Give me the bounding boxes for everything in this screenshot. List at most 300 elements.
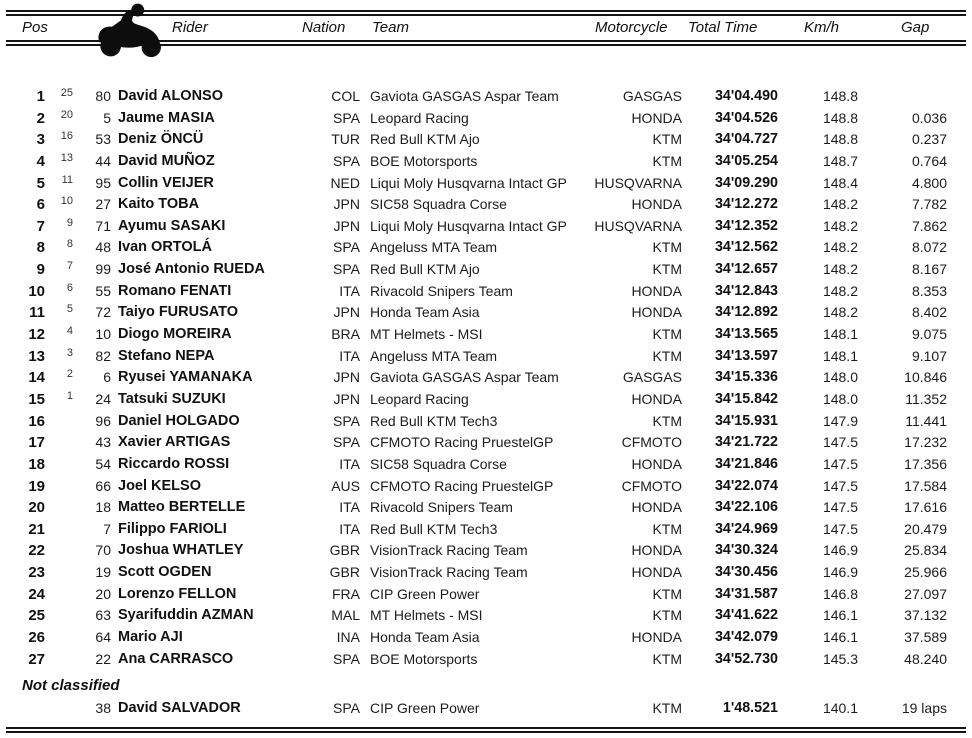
pos-cell: 3 bbox=[36, 131, 45, 149]
points-cell bbox=[45, 559, 73, 581]
not-classified-label: Not classified bbox=[22, 677, 120, 694]
motorcycle-cell: KTM bbox=[652, 585, 682, 602]
rider-name-cell: Romano FENATI bbox=[118, 282, 232, 299]
total-time-cell: 34'12.272 bbox=[714, 196, 778, 213]
rider-name-cell: Daniel HOLGADO bbox=[118, 412, 240, 429]
total-time-cell: 34'04.727 bbox=[714, 131, 778, 148]
points-cell: 6 bbox=[66, 281, 73, 294]
motorcycle-cell: CFMOTO bbox=[621, 477, 682, 494]
points-cell: 11 bbox=[61, 173, 73, 186]
bike-number-cell: 63 bbox=[95, 607, 111, 624]
table-row bbox=[0, 151, 947, 173]
pos-cell: 18 bbox=[28, 455, 45, 473]
table-row bbox=[0, 346, 947, 368]
pos-cell: 20 bbox=[28, 499, 45, 517]
rider-name-cell: Ivan ORTOLÁ bbox=[118, 239, 212, 256]
bike-number-cell: 64 bbox=[95, 629, 111, 646]
kmh-cell: 148.1 bbox=[822, 326, 858, 343]
total-time-cell: 34'22.106 bbox=[714, 499, 778, 516]
team-cell: Leopard Racing bbox=[370, 390, 469, 407]
kmh-cell: 148.0 bbox=[822, 369, 858, 386]
team-cell: VisionTrack Racing Team bbox=[370, 564, 528, 581]
team-cell: Red Bull KTM Tech3 bbox=[370, 412, 498, 429]
gap-cell: 0.237 bbox=[911, 131, 947, 148]
bike-number-cell: 24 bbox=[95, 390, 111, 407]
motorcycle-cell: HONDA bbox=[631, 542, 682, 559]
table-row bbox=[0, 173, 947, 195]
nation-cell: COL bbox=[331, 88, 360, 104]
nation-cell: SPA bbox=[333, 412, 360, 429]
pos-cell: 11 bbox=[29, 304, 45, 322]
bike-number-cell: 48 bbox=[95, 239, 111, 256]
team-cell: CFMOTO Racing PruestelGP bbox=[370, 434, 554, 451]
points-cell bbox=[45, 646, 73, 668]
gap-cell: 17.584 bbox=[904, 477, 947, 494]
pos-cell: 27 bbox=[28, 650, 45, 668]
total-time-cell: 34'12.892 bbox=[714, 304, 778, 321]
team-cell: MT Helmets - MSI bbox=[370, 607, 483, 624]
column-header-rider: Rider bbox=[172, 19, 208, 36]
pos-cell: 23 bbox=[28, 564, 45, 582]
total-time-cell: 34'15.931 bbox=[714, 412, 778, 429]
gap-cell: 25.834 bbox=[904, 542, 947, 559]
rider-name-cell: Joel KELSO bbox=[118, 477, 201, 494]
gap-cell: 19 laps bbox=[901, 700, 947, 716]
pos-cell: 8 bbox=[36, 239, 45, 257]
kmh-cell: 147.5 bbox=[822, 455, 858, 472]
motorcycle-cell: KTM bbox=[652, 650, 682, 667]
rider-name-cell: Ana CARRASCO bbox=[118, 650, 234, 667]
table-row bbox=[0, 389, 947, 411]
kmh-cell: 140.1 bbox=[822, 700, 858, 716]
table-row bbox=[0, 129, 947, 151]
points-cell: 25 bbox=[60, 87, 73, 99]
bike-number-cell: 95 bbox=[95, 174, 111, 191]
motorcycle-cell: KTM bbox=[652, 131, 682, 148]
motorcycle-cell: KTM bbox=[652, 239, 682, 256]
points-cell: 20 bbox=[60, 108, 73, 121]
points-cell: 3 bbox=[66, 346, 73, 359]
kmh-cell: 147.5 bbox=[822, 499, 858, 516]
team-cell: Liqui Moly Husqvarna Intact GP bbox=[370, 174, 567, 191]
rider-name-cell: Deniz ÖNCÜ bbox=[118, 131, 204, 148]
nation-cell: SPA bbox=[333, 152, 360, 169]
rider-name-cell: Diogo MOREIRA bbox=[118, 326, 232, 343]
total-time-cell: 34'41.622 bbox=[714, 607, 778, 624]
points-cell: 13 bbox=[60, 151, 73, 164]
footer-rule-1 bbox=[6, 727, 966, 729]
points-cell bbox=[45, 581, 73, 603]
motorcycle-cell: CFMOTO bbox=[621, 434, 682, 451]
pos-cell bbox=[0, 698, 45, 720]
bike-number-cell: 44 bbox=[95, 152, 111, 169]
pos-cell: 15 bbox=[28, 390, 45, 408]
total-time-cell: 34'13.565 bbox=[714, 326, 778, 343]
gap-cell: 9.075 bbox=[911, 326, 947, 343]
motorcycle-cell: HONDA bbox=[631, 499, 682, 516]
nation-cell: ITA bbox=[339, 499, 360, 516]
table-row bbox=[0, 432, 947, 454]
table-row bbox=[0, 86, 947, 108]
pos-cell: 6 bbox=[36, 196, 45, 214]
kmh-cell: 146.9 bbox=[822, 564, 858, 581]
pos-cell: 21 bbox=[28, 520, 45, 538]
pos-cell: 25 bbox=[28, 607, 45, 625]
nation-cell: ITA bbox=[339, 455, 360, 472]
rider-name-cell: David ALONSO bbox=[118, 88, 224, 104]
nation-cell: JPN bbox=[333, 304, 360, 321]
motorcycle-rider-icon bbox=[90, 1, 170, 59]
bike-number-cell: 80 bbox=[95, 88, 111, 104]
total-time-cell: 34'04.526 bbox=[714, 109, 778, 126]
team-cell: VisionTrack Racing Team bbox=[370, 542, 528, 559]
rider-name-cell: Tatsuki SUZUKI bbox=[118, 390, 226, 407]
total-time-cell: 34'31.587 bbox=[714, 585, 778, 602]
team-cell: Leopard Racing bbox=[370, 109, 469, 126]
motorcycle-cell: KTM bbox=[652, 607, 682, 624]
team-cell: Red Bull KTM Tech3 bbox=[370, 520, 498, 537]
motorcycle-cell: HUSQVARNA bbox=[594, 174, 682, 191]
nation-cell: SPA bbox=[333, 239, 360, 256]
kmh-cell: 148.0 bbox=[822, 390, 858, 407]
pos-cell: 22 bbox=[28, 542, 45, 560]
gap-cell: 0.036 bbox=[911, 109, 947, 126]
nation-cell: SPA bbox=[333, 434, 360, 451]
team-cell: Red Bull KTM Ajo bbox=[370, 261, 480, 278]
team-cell: Rivacold Snipers Team bbox=[370, 499, 513, 516]
nation-cell: SPA bbox=[333, 700, 360, 716]
not-classified-rows bbox=[0, 698, 947, 720]
rider-name-cell: Riccardo ROSSI bbox=[118, 455, 230, 472]
pos-cell: 7 bbox=[36, 217, 45, 235]
motorcycle-cell: KTM bbox=[652, 152, 682, 169]
table-row bbox=[0, 367, 947, 389]
kmh-cell: 146.1 bbox=[822, 607, 858, 624]
points-cell bbox=[45, 516, 73, 538]
gap-cell: 7.782 bbox=[911, 196, 947, 213]
bike-number-cell: 18 bbox=[95, 499, 111, 516]
kmh-cell: 148.2 bbox=[822, 261, 858, 278]
bike-number-cell: 99 bbox=[95, 261, 111, 278]
gap-cell: 20.479 bbox=[904, 520, 947, 537]
kmh-cell: 148.8 bbox=[822, 109, 858, 126]
points-cell: 10 bbox=[60, 195, 73, 208]
bike-number-cell: 54 bbox=[95, 455, 111, 472]
rider-name-cell: Xavier ARTIGAS bbox=[118, 434, 231, 451]
team-cell: CIP Green Power bbox=[370, 585, 480, 602]
bike-number-cell: 38 bbox=[95, 700, 111, 716]
points-cell: 4 bbox=[66, 325, 73, 338]
pos-cell: 24 bbox=[28, 585, 45, 603]
column-header-pos: Pos bbox=[22, 19, 48, 36]
bike-number-cell: 10 bbox=[95, 326, 111, 343]
gap-cell: 8.072 bbox=[911, 239, 947, 256]
team-cell: SIC58 Squadra Corse bbox=[370, 455, 507, 472]
motorcycle-cell: KTM bbox=[652, 347, 682, 364]
gap-cell: 10.846 bbox=[904, 369, 947, 386]
motorcycle-cell: HONDA bbox=[631, 304, 682, 321]
total-time-cell: 34'22.074 bbox=[714, 477, 778, 494]
motorcycle-cell: HONDA bbox=[631, 629, 682, 646]
team-cell: CIP Green Power bbox=[370, 700, 480, 716]
table-row bbox=[0, 237, 947, 259]
table-row bbox=[0, 194, 947, 216]
table-row bbox=[0, 519, 947, 541]
nation-cell: JPN bbox=[333, 196, 360, 213]
rider-name-cell: José Antonio RUEDA bbox=[118, 261, 265, 278]
team-cell: Honda Team Asia bbox=[370, 304, 480, 321]
column-header-motorcycle: Motorcycle bbox=[595, 19, 668, 36]
pos-cell: 2 bbox=[36, 109, 45, 127]
motorcycle-cell: HONDA bbox=[631, 390, 682, 407]
bike-number-cell: 22 bbox=[95, 650, 111, 667]
points-cell bbox=[45, 695, 73, 717]
pos-cell: 1 bbox=[36, 88, 45, 105]
total-time-cell: 34'12.562 bbox=[714, 239, 778, 256]
kmh-cell: 148.2 bbox=[822, 196, 858, 213]
table-row bbox=[0, 497, 947, 519]
pos-cell: 13 bbox=[28, 347, 45, 365]
rider-name-cell: Jaume MASIA bbox=[118, 109, 215, 126]
bike-number-cell: 43 bbox=[95, 434, 111, 451]
points-cell bbox=[45, 473, 73, 495]
motorcycle-cell: HONDA bbox=[631, 455, 682, 472]
pos-cell: 12 bbox=[28, 326, 45, 344]
gap-cell: 37.589 bbox=[904, 629, 947, 646]
total-time-cell: 1'48.521 bbox=[722, 700, 778, 716]
kmh-cell: 148.1 bbox=[822, 347, 858, 364]
team-cell: Honda Team Asia bbox=[370, 629, 480, 646]
gap-cell: 25.966 bbox=[904, 564, 947, 581]
gap-cell: 17.232 bbox=[904, 434, 947, 451]
gap-cell: 17.616 bbox=[904, 499, 947, 516]
points-cell: 9 bbox=[66, 216, 73, 229]
bike-number-cell: 82 bbox=[95, 347, 111, 364]
team-cell: BOE Motorsports bbox=[370, 650, 478, 667]
rider-name-cell: Ryusei YAMANAKA bbox=[118, 369, 253, 386]
kmh-cell: 148.7 bbox=[822, 152, 858, 169]
team-cell: BOE Motorsports bbox=[370, 152, 478, 169]
motorcycle-cell: HONDA bbox=[631, 282, 682, 299]
gap-cell: 37.132 bbox=[904, 607, 947, 624]
points-cell bbox=[45, 494, 73, 516]
motorcycle-cell: KTM bbox=[652, 261, 682, 278]
column-header-nation: Nation bbox=[302, 19, 346, 36]
gap-cell: 11.352 bbox=[905, 390, 947, 407]
rider-name-cell: Kaito TOBA bbox=[118, 196, 200, 213]
gap-cell: 8.402 bbox=[911, 304, 947, 321]
gap-cell: 27.097 bbox=[904, 585, 947, 602]
table-row bbox=[0, 411, 947, 433]
bike-number-cell: 72 bbox=[95, 304, 111, 321]
team-cell: Rivacold Snipers Team bbox=[370, 282, 513, 299]
team-cell: Liqui Moly Husqvarna Intact GP bbox=[370, 217, 567, 234]
kmh-cell: 148.2 bbox=[822, 239, 858, 256]
pos-cell: 26 bbox=[28, 629, 45, 647]
points-cell: 7 bbox=[66, 260, 73, 273]
total-time-cell: 34'09.290 bbox=[714, 174, 778, 191]
motorcycle-cell: HONDA bbox=[631, 109, 682, 126]
total-time-cell: 34'05.254 bbox=[714, 152, 778, 169]
team-cell: CFMOTO Racing PruestelGP bbox=[370, 477, 554, 494]
kmh-cell: 147.9 bbox=[822, 412, 858, 429]
rider-name-cell: Taiyo FURUSATO bbox=[118, 304, 239, 321]
team-cell: Gaviota GASGAS Aspar Team bbox=[370, 369, 559, 386]
pos-cell: 14 bbox=[28, 369, 45, 387]
motorcycle-cell: HONDA bbox=[631, 196, 682, 213]
kmh-cell: 148.8 bbox=[822, 131, 858, 148]
table-row bbox=[0, 302, 947, 324]
kmh-cell: 148.2 bbox=[822, 304, 858, 321]
nation-cell: INA bbox=[336, 629, 360, 646]
team-cell: Angeluss MTA Team bbox=[370, 347, 498, 364]
points-cell: 16 bbox=[60, 130, 73, 143]
rider-name-cell: Collin VEIJER bbox=[118, 174, 214, 191]
nation-cell: TUR bbox=[331, 131, 360, 148]
total-time-cell: 34'42.079 bbox=[714, 629, 778, 646]
gap-cell: 7.862 bbox=[911, 217, 947, 234]
bike-number-cell: 53 bbox=[95, 131, 111, 148]
bike-number-cell: 66 bbox=[95, 477, 111, 494]
gap-cell: 48.240 bbox=[904, 650, 947, 667]
pos-cell: 4 bbox=[36, 152, 45, 170]
gap-cell: 9.107 bbox=[911, 347, 947, 364]
table-row bbox=[0, 605, 947, 627]
team-cell: Angeluss MTA Team bbox=[370, 239, 498, 256]
nation-cell: ITA bbox=[339, 282, 360, 299]
table-row bbox=[0, 649, 947, 671]
kmh-cell: 146.8 bbox=[822, 585, 858, 602]
total-time-cell: 34'21.846 bbox=[714, 455, 778, 472]
motorcycle-cell: GASGAS bbox=[622, 369, 682, 386]
nation-cell: ITA bbox=[339, 520, 360, 537]
pos-cell: 5 bbox=[36, 174, 45, 192]
points-cell: 1 bbox=[66, 389, 73, 402]
bike-number-cell: 5 bbox=[103, 109, 111, 126]
rider-name-cell: Lorenzo FELLON bbox=[118, 585, 237, 602]
rider-name-cell: Mario AJI bbox=[118, 629, 183, 646]
gap-cell: 11.441 bbox=[905, 412, 947, 429]
total-time-cell: 34'15.842 bbox=[714, 390, 778, 407]
team-cell: Gaviota GASGAS Aspar Team bbox=[370, 88, 559, 104]
team-cell: Red Bull KTM Ajo bbox=[370, 131, 480, 148]
nation-cell: FRA bbox=[332, 585, 360, 602]
points-cell bbox=[45, 408, 73, 430]
total-time-cell: 34'13.597 bbox=[714, 347, 778, 364]
kmh-cell: 147.5 bbox=[822, 520, 858, 537]
rider-name-cell: David MUÑOZ bbox=[118, 152, 215, 169]
bike-number-cell: 7 bbox=[103, 520, 111, 537]
bike-number-cell: 96 bbox=[95, 412, 111, 429]
column-header-gap: Gap bbox=[901, 19, 930, 36]
kmh-cell: 146.9 bbox=[822, 542, 858, 559]
gap-cell: 17.356 bbox=[904, 455, 947, 472]
motorcycle-cell: KTM bbox=[652, 700, 682, 716]
table-row bbox=[0, 698, 947, 720]
bike-number-cell: 70 bbox=[95, 542, 111, 559]
rider-name-cell: Joshua WHATLEY bbox=[118, 542, 244, 559]
points-cell bbox=[45, 537, 73, 559]
nation-cell: SPA bbox=[333, 109, 360, 126]
table-row bbox=[0, 324, 947, 346]
gap-cell: 8.167 bbox=[911, 261, 947, 278]
total-time-cell: 34'30.456 bbox=[714, 564, 778, 581]
bike-number-cell: 55 bbox=[95, 282, 111, 299]
points-cell bbox=[45, 624, 73, 646]
nation-cell: SPA bbox=[333, 261, 360, 278]
team-cell: MT Helmets - MSI bbox=[370, 326, 483, 343]
nation-cell: GBR bbox=[329, 542, 360, 559]
gap-cell: 4.800 bbox=[911, 174, 947, 191]
nation-cell: SPA bbox=[333, 650, 360, 667]
pos-cell: 19 bbox=[28, 477, 45, 495]
nation-cell: ITA bbox=[339, 347, 360, 364]
points-cell: 5 bbox=[66, 303, 73, 316]
motorcycle-cell: KTM bbox=[652, 412, 682, 429]
kmh-cell: 148.2 bbox=[822, 217, 858, 234]
total-time-cell: 34'21.722 bbox=[714, 434, 778, 451]
gap-cell bbox=[858, 86, 947, 108]
total-time-cell: 34'12.657 bbox=[714, 261, 778, 278]
table-row bbox=[0, 216, 947, 238]
total-time-cell: 34'52.730 bbox=[714, 650, 778, 667]
gap-cell: 0.764 bbox=[911, 152, 947, 169]
kmh-cell: 148.8 bbox=[822, 88, 858, 104]
rider-name-cell: Scott OGDEN bbox=[118, 564, 212, 581]
column-header-kmh: Km/h bbox=[804, 19, 840, 36]
pos-cell: 16 bbox=[28, 412, 45, 430]
table-row bbox=[0, 540, 947, 562]
kmh-cell: 147.5 bbox=[822, 434, 858, 451]
total-time-cell: 34'30.324 bbox=[714, 542, 778, 559]
kmh-cell: 147.5 bbox=[822, 477, 858, 494]
kmh-cell: 145.3 bbox=[822, 650, 858, 667]
rider-name-cell: Stefano NEPA bbox=[118, 347, 215, 364]
motorcycle-cell: KTM bbox=[652, 520, 682, 537]
pos-cell: 9 bbox=[36, 261, 45, 279]
rider-name-cell: Syarifuddin AZMAN bbox=[118, 607, 254, 624]
rider-name-cell: David SALVADOR bbox=[118, 700, 241, 716]
rider-name-cell: Ayumu SASAKI bbox=[118, 217, 226, 234]
motorcycle-cell: HUSQVARNA bbox=[594, 217, 682, 234]
kmh-cell: 146.1 bbox=[822, 629, 858, 646]
nation-cell: NED bbox=[330, 174, 360, 191]
bike-number-cell: 27 bbox=[95, 196, 111, 213]
column-header-total-time: Total Time bbox=[688, 19, 758, 36]
table-row bbox=[0, 584, 947, 606]
team-cell: SIC58 Squadra Corse bbox=[370, 196, 507, 213]
motorcycle-cell: HONDA bbox=[631, 564, 682, 581]
rider-name-cell: Matteo BERTELLE bbox=[118, 499, 246, 516]
gap-cell: 8.353 bbox=[911, 282, 947, 299]
motorcycle-cell: KTM bbox=[652, 326, 682, 343]
footer-rule-2 bbox=[6, 731, 966, 733]
points-cell: 2 bbox=[66, 368, 73, 381]
table-row bbox=[0, 281, 947, 303]
total-time-cell: 34'24.969 bbox=[714, 520, 778, 537]
table-row bbox=[0, 627, 947, 649]
points-cell bbox=[45, 429, 73, 451]
points-cell bbox=[45, 451, 73, 473]
kmh-cell: 148.2 bbox=[822, 282, 858, 299]
bike-number-cell: 6 bbox=[103, 369, 111, 386]
results-rows bbox=[0, 86, 947, 670]
table-row bbox=[0, 562, 947, 584]
nation-cell: JPN bbox=[333, 217, 360, 234]
total-time-cell: 34'12.843 bbox=[714, 282, 778, 299]
points-cell bbox=[45, 602, 73, 624]
total-time-cell: 34'15.336 bbox=[714, 369, 778, 386]
